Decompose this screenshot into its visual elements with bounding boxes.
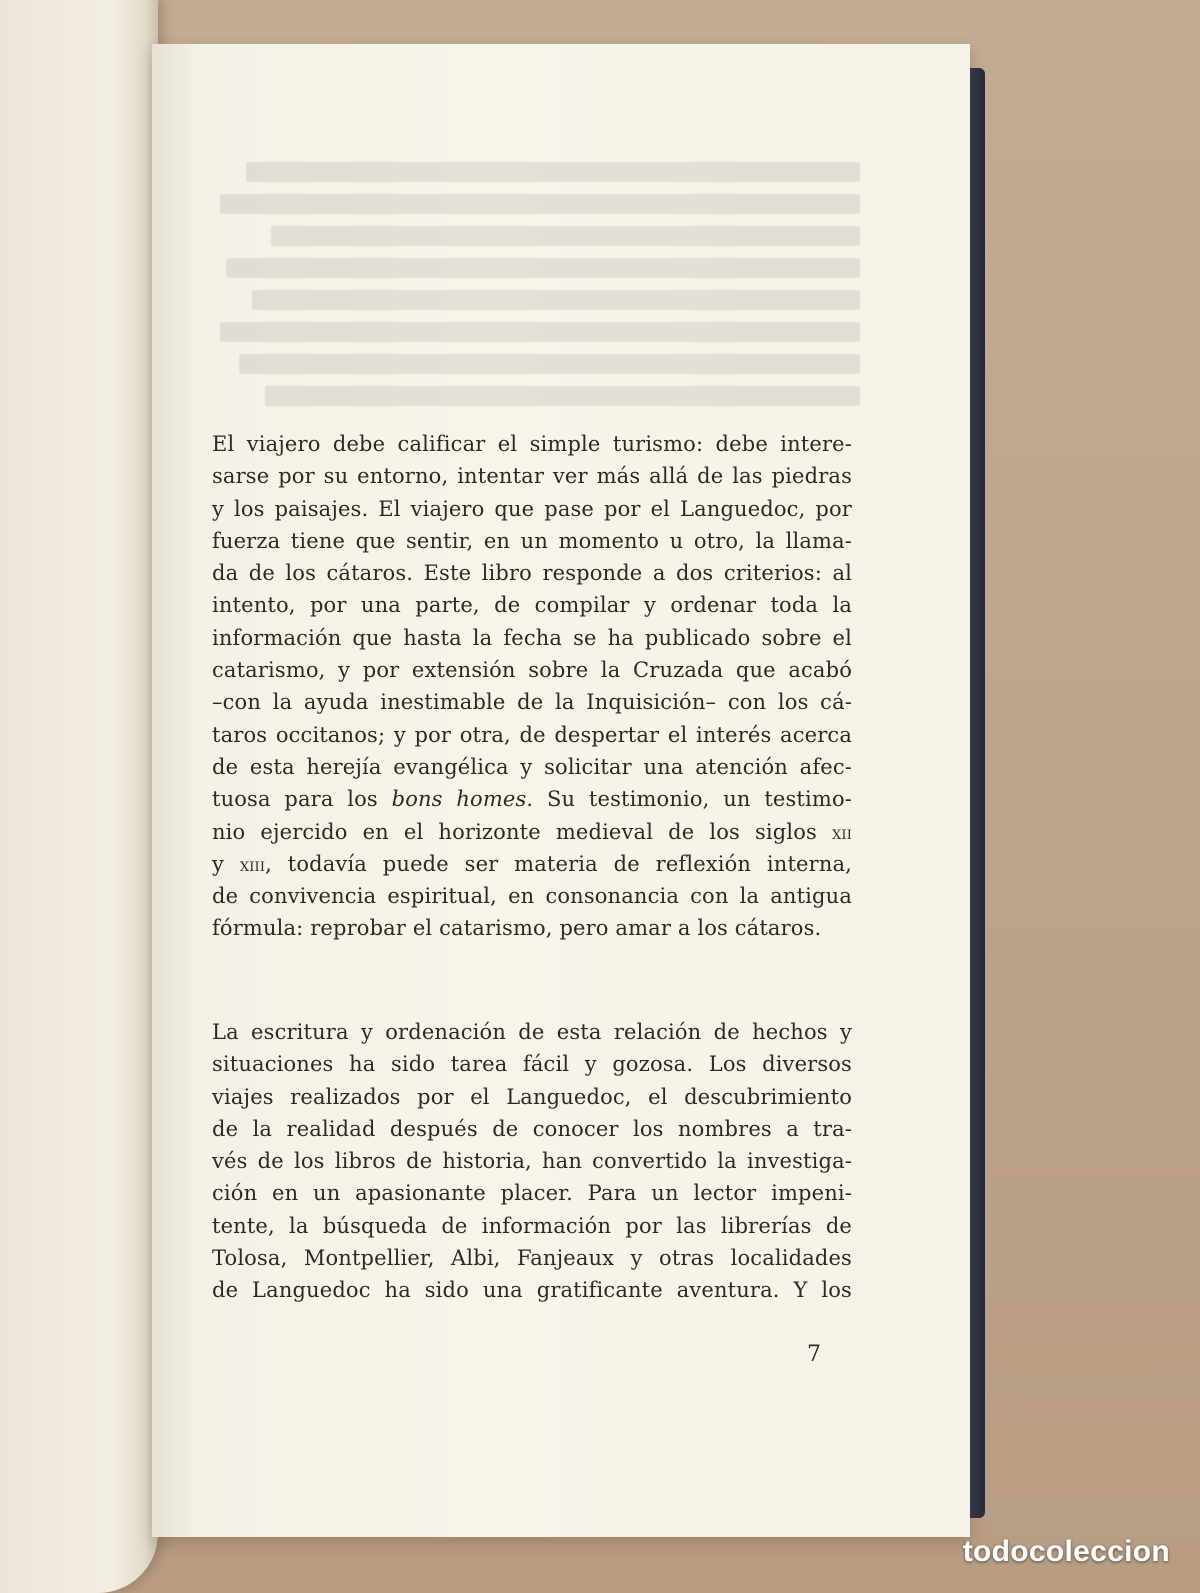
text-line: viajes realizados por el Languedoc, el descubrimiento	[212, 1084, 852, 1109]
left-page	[0, 0, 158, 1593]
text-line: sarse por su entorno, intentar ver más allá de las piedras	[212, 464, 852, 489]
text-line: fórmula: reprobar el catarismo, pero amar a los cátaros.	[212, 916, 822, 941]
watermark-logo: todocoleccion	[962, 1535, 1170, 1568]
roman-numeral: xii	[832, 821, 852, 844]
text-line: de esta herejía evangélica y solicitar una atención afec-	[212, 754, 852, 779]
paragraph-2	[212, 1016, 852, 1307]
text-line: de la realidad después de conocer los nombres a tra-	[212, 1116, 852, 1141]
text-line	[212, 848, 852, 880]
show-through-text	[220, 162, 860, 418]
text-line: intento, por una parte, de compilar y ordenar toda la	[212, 593, 852, 618]
text-fragment: tuosa para los	[212, 787, 392, 812]
text-line: taros occitanos; y por otra, de despertar el interés acerca	[212, 722, 852, 747]
italic-term: bons homes.	[391, 787, 534, 812]
text-line: da de los cátaros. Este libro responde a dos criterios: al	[212, 561, 852, 586]
text-line: ción en un apasionante placer. Para un lector impeni-	[212, 1181, 852, 1206]
text-line: de convivencia espiritual, en consonancia con la antigua	[212, 884, 852, 909]
text-line: La escritura y ordenación de esta relación de hechos y	[212, 1020, 852, 1044]
text-line: de Languedoc ha sido una gratificante aventura. Y los	[212, 1278, 852, 1303]
text-line: Tolosa, Montpellier, Albi, Fanjeaux y otras localidades	[212, 1246, 852, 1271]
book-page	[152, 44, 970, 1537]
text-fragment: y	[212, 851, 240, 876]
paragraph-1	[212, 428, 852, 945]
text-line: situaciones ha sido tarea fácil y gozosa. Los diversos	[212, 1052, 852, 1077]
text-line: El viajero debe calificar el simple turismo: debe intere-	[212, 432, 852, 456]
text-line	[212, 816, 852, 848]
text-line: y los paisajes. El viajero que pase por el Languedoc, por	[212, 496, 852, 521]
text-fragment: , todavía puede ser materia de reflexión interna,	[265, 851, 852, 876]
text-line: fuerza tiene que sentir, en un momento u otro, la llama-	[212, 528, 852, 553]
text-line: catarismo, y por extensión sobre la Cruzada que acabó	[212, 658, 852, 683]
text-line: información que hasta la fecha se ha publicado sobre el	[212, 625, 852, 650]
text-fragment: Su testimonio, un testimo-	[533, 787, 852, 812]
text-line: –con la ayuda inestimable de la Inquisición– con los cá-	[212, 690, 852, 715]
text-line: tente, la búsqueda de información por las librerías de	[212, 1213, 852, 1238]
text-line	[212, 783, 852, 815]
roman-numeral: xiii	[239, 853, 266, 876]
text-line: vés de los libros de historia, han convertido la investiga-	[212, 1149, 852, 1174]
text-fragment: nio ejercido en el horizonte medieval de los siglos	[212, 819, 833, 844]
page-number: 7	[807, 1342, 821, 1367]
